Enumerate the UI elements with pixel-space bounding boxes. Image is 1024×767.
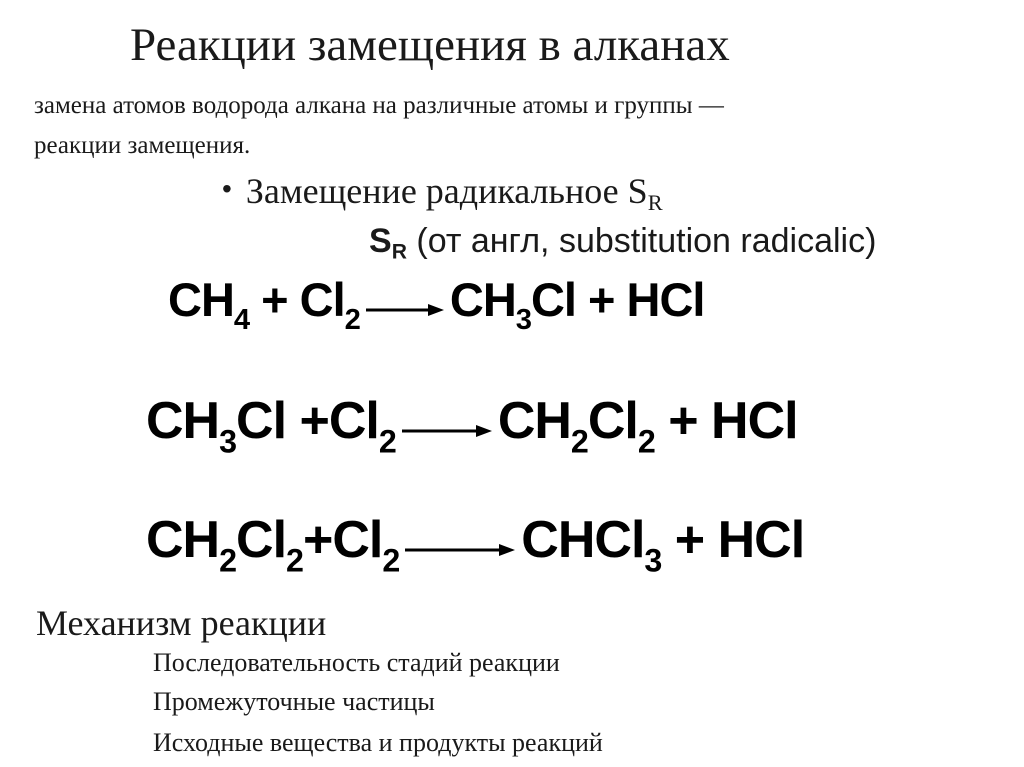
intro-text-line-2: реакции замещения.: [34, 132, 251, 159]
product-text: Cl: [587, 392, 638, 450]
bullet-subscript: R: [647, 190, 663, 216]
product-text: CH: [497, 392, 571, 450]
reactant-subscript: 2: [219, 542, 237, 579]
bullet-dot-icon: •: [222, 173, 232, 204]
product-text: + HCl: [661, 511, 805, 569]
intro-text-line-1: замена атомов водорода алкана на различные атомы и группы —: [34, 92, 724, 119]
slide-title: Реакции замещения в алканах: [130, 19, 730, 71]
mechanism-item: Последовательность стадий реакции: [153, 648, 560, 677]
sr-subscript: R: [391, 240, 407, 264]
reactant-text: +Cl: [302, 511, 383, 569]
equation-3: [146, 510, 805, 579]
reactant-subscript: 4: [233, 304, 250, 337]
reactant-text: Cl +Cl: [236, 392, 379, 450]
reactant-text: CH: [168, 273, 234, 326]
product-subscript: 2: [637, 423, 655, 460]
reactant-subscript: 2: [382, 542, 400, 579]
reactant-text: +: [249, 273, 300, 326]
sr-text: (от англ, substitution radicalic): [406, 222, 877, 260]
product-text: Cl: [530, 273, 576, 326]
reaction-arrow-icon: [402, 394, 492, 454]
reactant-text: Cl: [236, 511, 287, 569]
equation-1: [168, 272, 705, 337]
reactant-subscript: 2: [344, 304, 360, 337]
reaction-arrow-icon: [405, 513, 515, 573]
bullet-radical-substitution: [222, 170, 663, 216]
product-subscript: 3: [644, 542, 662, 579]
reactant-subscript: 2: [378, 423, 396, 460]
mechanism-item: Исходные вещества и продукты реакций: [153, 728, 603, 757]
mechanism-title: Механизм реакции: [36, 603, 327, 643]
reactant-subscript: 3: [219, 423, 237, 460]
equation-2: [146, 391, 798, 460]
product-text: + HCl: [654, 392, 798, 450]
reaction-arrow-icon: [366, 276, 444, 331]
bullet-text: Замещение радикальное S: [245, 171, 648, 211]
sr-definition: [369, 222, 877, 264]
product-subscript: 2: [570, 423, 588, 460]
product-subscript: 3: [515, 304, 531, 337]
product-text: CH: [449, 273, 516, 326]
reactant-subscript: 2: [286, 542, 303, 579]
sr-symbol: S: [369, 222, 392, 260]
reactant-text: CH: [146, 392, 220, 450]
mechanism-item: Промежуточные частицы: [153, 687, 435, 716]
product-text: + HCl: [575, 273, 705, 326]
reactant-text: Cl: [299, 273, 345, 326]
product-text: CHCl: [521, 511, 645, 569]
reactant-text: CH: [146, 511, 220, 569]
